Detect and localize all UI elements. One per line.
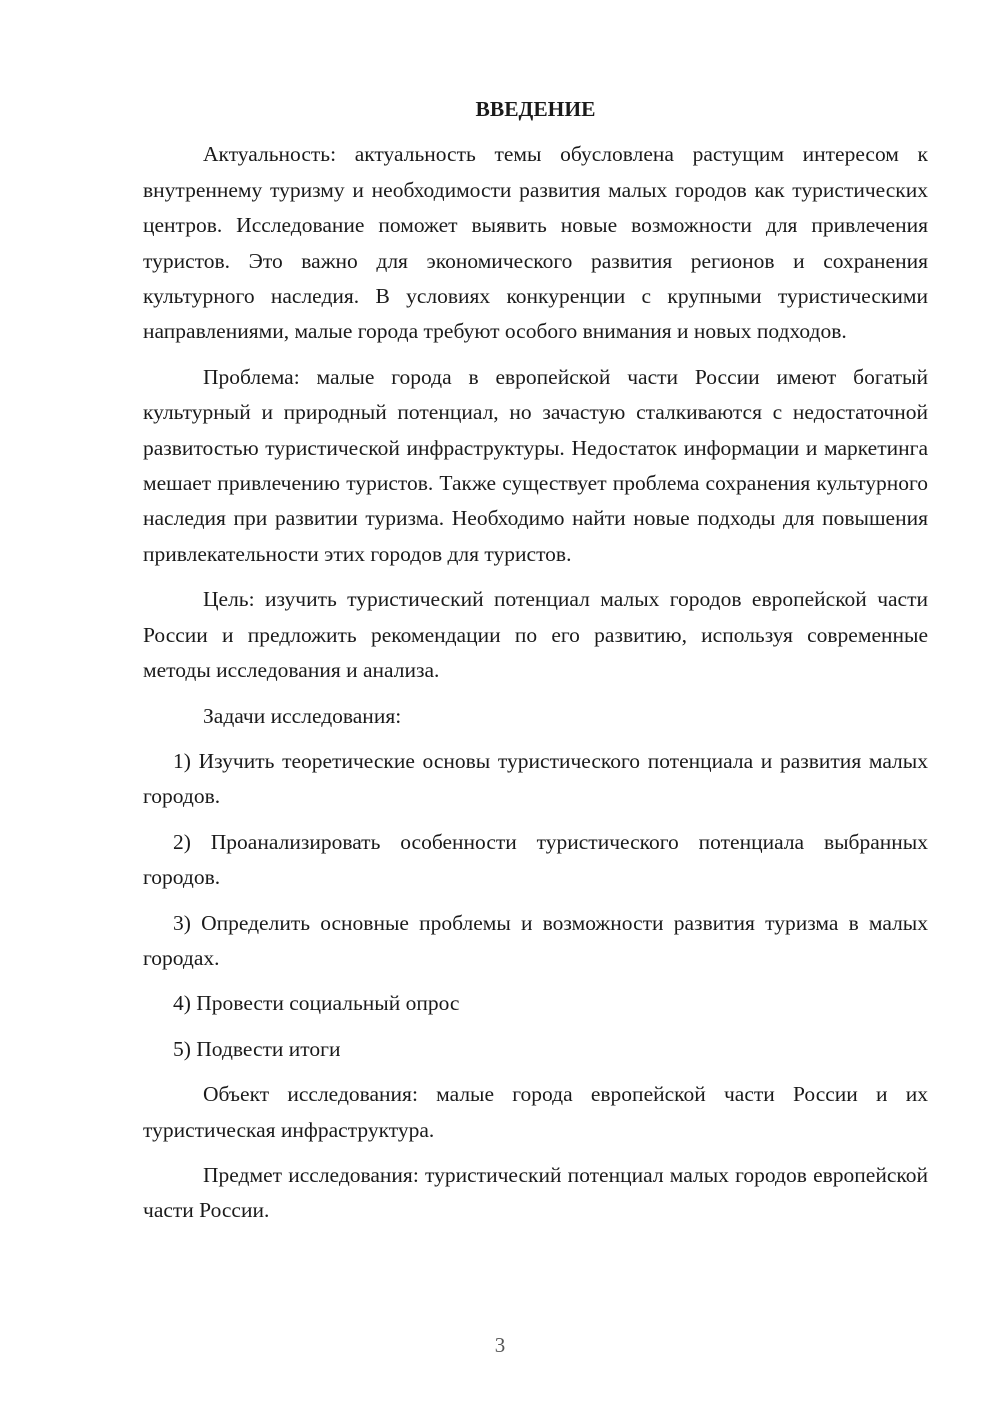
problem-paragraph: Проблема: малые города в европейской части России имеют богатый культурный и природный потенциал, но зачастую сталкиваются с недостаточной развитостью туристической инфраструктуры. Недостаток информации и маркетинга мешает привлечению туристов. Также существует проблема сохранения культурного наследия при развитии туризма. Необходимо найти новые подходы для повышения привлекательности этих городов для туристов. [143,364,928,566]
subject-paragraph: Предмет исследования: туристический потенциал малых городов европейской части России. [143,1162,928,1223]
page-number: 3 [494,1333,506,1357]
task-item: 2) Проанализировать особенности туристического потенциала выбранных городов. [143,829,928,890]
page-title: ВВЕДЕНИЕ [475,97,596,121]
task-item: 5) Подвести итоги [173,1036,341,1061]
goal-paragraph: Цель: изучить туристический потенциал малых городов европейской части России и предложить рекомендации по его развитию, используя современные методы исследования и анализа. [143,587,928,683]
task-item: 1) Изучить теоретические основы туристического потенциала и развития малых городов. [143,748,928,809]
object-paragraph: Объект исследования: малые города европейской части России и их туристическая инфраструктура. [143,1082,928,1142]
relevance-paragraph: Актуальность: актуальность темы обусловлена растущим интересом к внутреннему туризму и необходимости развития малых городов как туристических центров. Исследование поможет выявить новые возможности для привлечения туристов. Это важно для экономического развития регионов и сохранения культурного наследия. В условиях конкуренции с крупными туристическими направлениями, малые города требуют особого внимания и новых подходов. [143,142,928,344]
tasks-heading: Задачи исследования: [203,703,402,728]
task-item: 3) Определить основные проблемы и возможности развития туризма в малых городах. [143,910,928,970]
task-item: 4) Провести социальный опрос [173,991,460,1016]
page-content [143,92,928,1239]
